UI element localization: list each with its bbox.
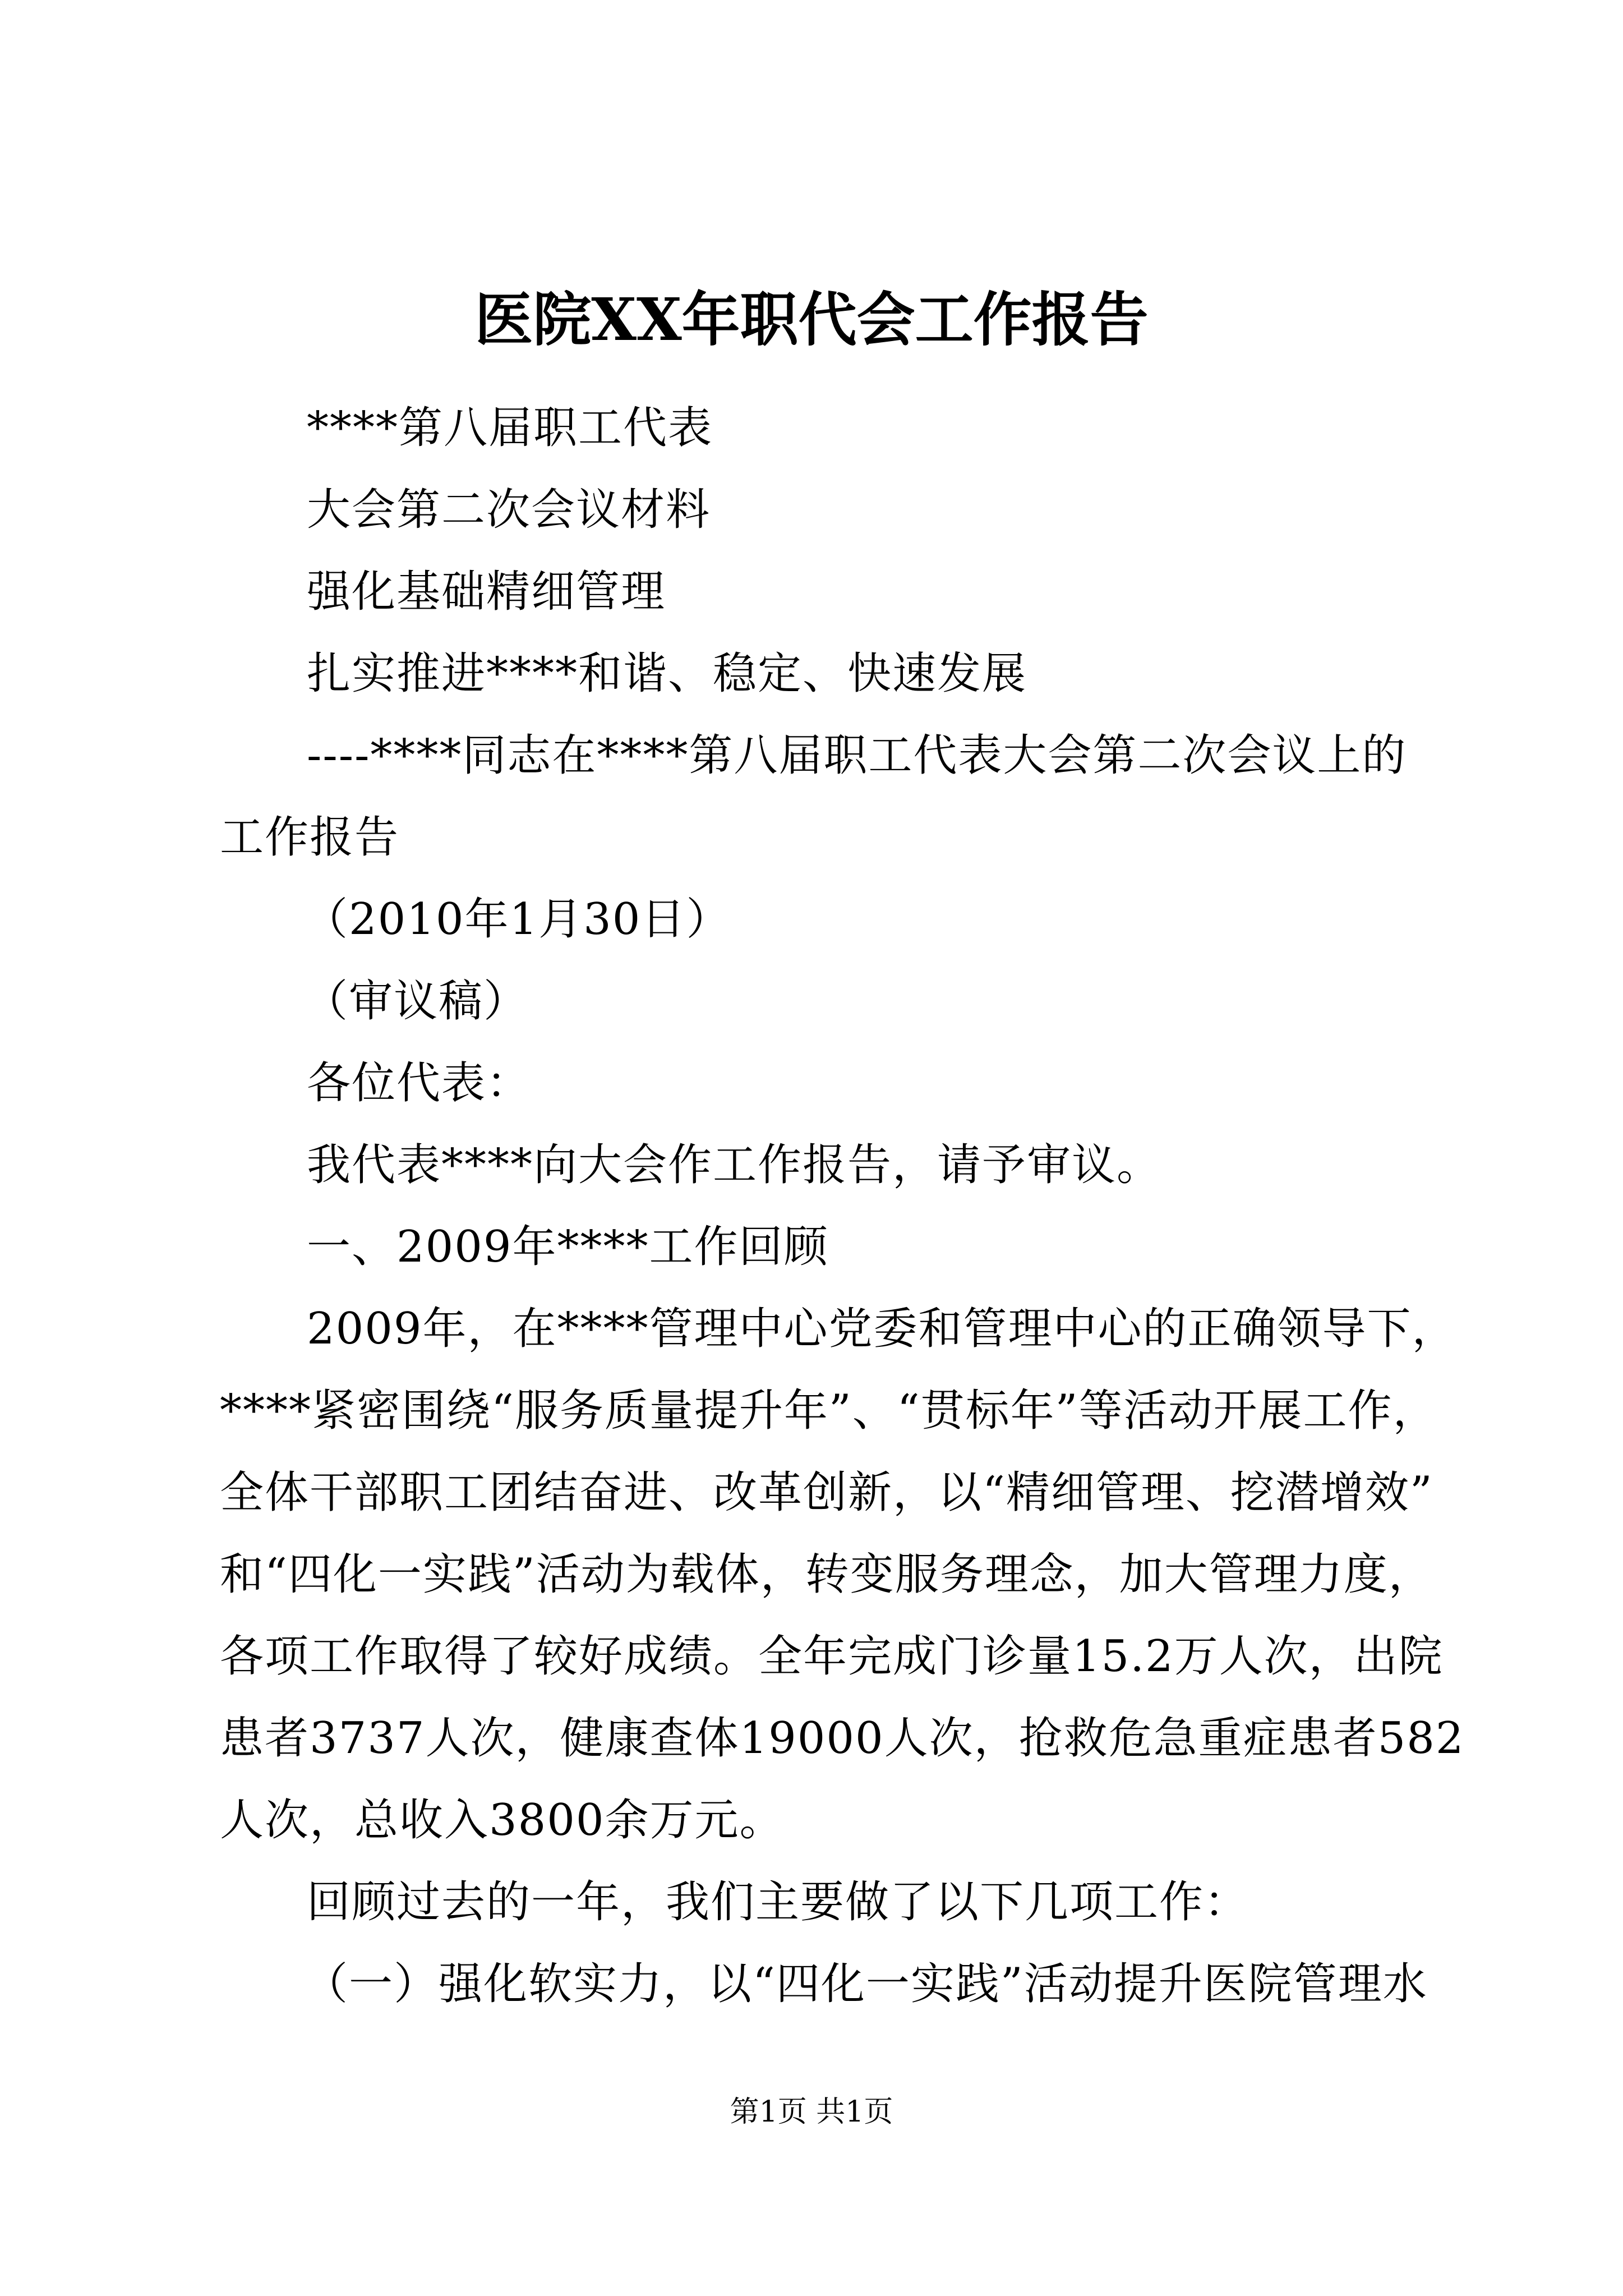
body-line: 各位代表： bbox=[307, 1058, 532, 1108]
body-line: 患者3737人次，健康查体19000人次，抢救危急重症患者582 bbox=[220, 1713, 1465, 1764]
document-body bbox=[220, 387, 1465, 2025]
body-line: （审议稿） bbox=[304, 976, 529, 1027]
body-line: 回顾过去的一年，我们主要做了以下几项工作： bbox=[307, 1877, 1249, 1927]
body-line: （一）强化软实力，以“四化一实践”活动提升医院管理水 bbox=[304, 1959, 1428, 2009]
body-line: ****第八届职工代表 bbox=[307, 403, 713, 453]
body-line: 大会第二次会议材料 bbox=[307, 485, 711, 535]
body-line: （2010年1月30日） bbox=[304, 894, 731, 945]
body-line: 2009年，在****管理中心党委和管理中心的正确领导下， bbox=[307, 1304, 1457, 1354]
body-line: 强化基础精细管理 bbox=[307, 567, 666, 617]
body-line: ----****同志在****第八届职工代表大会第二次会议上的 bbox=[307, 730, 1407, 781]
body-line: 我代表****向大会作工作报告，请予审议。 bbox=[307, 1140, 1162, 1190]
body-line: 和“四化一实践”活动为载体，转变服务理念，加大管理力度， bbox=[220, 1549, 1433, 1600]
body-line: 扎实推进****和谐、稳定、快速发展 bbox=[307, 648, 1027, 699]
body-line: 全体干部职工团结奋进、改革创新，以“精细管理、挖潜增效” bbox=[220, 1467, 1433, 1518]
body-line: 各项工作取得了较好成绩。全年完成门诊量15.2万人次，出院 bbox=[220, 1631, 1444, 1682]
body-line: 一、2009年****工作回顾 bbox=[307, 1222, 829, 1272]
body-line: 工作报告 bbox=[220, 812, 400, 863]
document-title: 医院XX年职代会工作报告 bbox=[474, 285, 1149, 354]
body-line: ****紧密围绕“服务质量提升年”、“贯标年”等活动开展工作， bbox=[220, 1386, 1438, 1436]
page-footer: 第1页 共1页 bbox=[730, 2095, 893, 2129]
body-line: 人次，总收入3800余万元。 bbox=[220, 1795, 785, 1846]
